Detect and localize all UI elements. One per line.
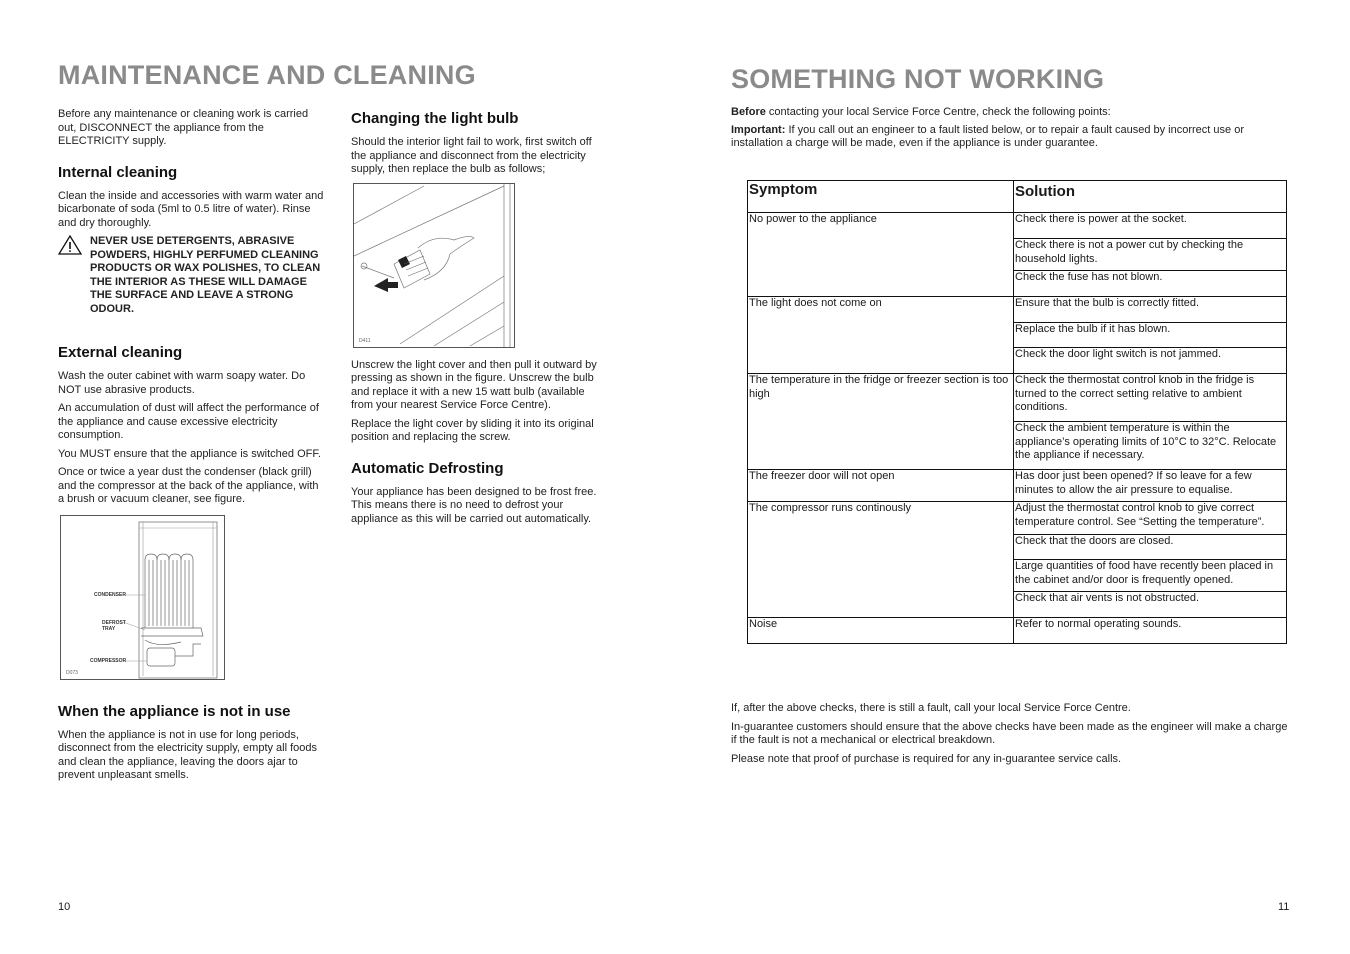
light-bulb-heading: Changing the light bulb [351, 110, 519, 127]
solution-cell: Check the thermostat control knob in the fridge is turned to the correct setting relative to ambient conditions. [1014, 374, 1286, 422]
external-text-1: Wash the outer cabinet with warm soapy water. Do NOT use abrasive products. [58, 370, 306, 396]
symptom-cell: The light does not come on [748, 297, 1014, 373]
solution-cell: Check the door light switch is not jammed. [1015, 348, 1222, 360]
middle-column [351, 110, 607, 531]
table-row [748, 470, 1286, 502]
right-page [675, 0, 1350, 954]
symptom-cell: The compressor runs continously [748, 502, 1014, 617]
bulb-illustration [354, 184, 514, 347]
intro-text: Before any maintenance or cleaning work is carried out, DISCONNECT the appliance from the ELECTRICITY supply. [58, 108, 309, 147]
solution-cell: Adjust the thermostat control knob to give correct temperature control. See “Setting the temperature”. [1014, 502, 1286, 535]
light-bulb-text-3: Replace the light cover by sliding it into its original position and replacing the screw. [351, 417, 594, 443]
warning-text: NEVER USE DETERGENTS, ABRASIVE POWDERS, HIGHLY PERFUMED CLEANING PRODUCTS OR WAX POLISHES, TO CLEAN THE INTERIOR AS THESE WILL DAMAGE THE SURFACE AND LEAVE A STRONG ODOUR. [90, 235, 321, 315]
defrost-label: DEFROST [102, 619, 126, 626]
automatic-defrosting-heading: Automatic Defrosting [351, 459, 504, 477]
condenser-label: CONDENSER [94, 591, 126, 598]
external-text-2: An accumulation of dust will affect the performance of the appliance and cause excessive electricity consumption. [58, 402, 319, 441]
symptom-cell: The temperature in the fridge or freezer section is too high [748, 374, 1014, 469]
internal-cleaning-heading: Internal cleaning [58, 163, 178, 181]
figure-code: D073 [66, 669, 78, 676]
symptom-cell: Noise [748, 618, 1014, 643]
external-text-4: Once or twice a year dust the condenser (black grill) and the compressor at the back of the appliance, with a brush or vacuum cleaner, see figure. [58, 466, 319, 505]
solution-cell: Check there is not a power cut by checking the household lights. [1014, 239, 1286, 271]
solution-cell: Check the fuse has not blown. [1015, 271, 1163, 283]
external-cleaning-heading: External cleaning [58, 344, 183, 361]
page-number-left: 10 [58, 901, 71, 913]
light-bulb-text-1: Should the interior light fail to work, first switch off the appliance and disconnect from the electricity supply, then replace the bulb as follows; [351, 136, 592, 175]
table-row [748, 213, 1286, 297]
tray-label: TRAY [102, 625, 116, 632]
intro-block [731, 106, 1291, 151]
solution-cell: Has door just been opened? If so leave for a few minutes to allow the air pressure to equalise. [1015, 470, 1252, 496]
solution-cell: Large quantities of food have recently been placed in the cabinet and/or door is frequently opened. [1014, 560, 1286, 592]
external-text-3: You MUST ensure that the appliance is switched OFF. [58, 447, 321, 460]
important-bold: Important: [731, 123, 786, 136]
maintenance-title: MAINTENANCE AND CLEANING [58, 60, 476, 90]
table-row [748, 502, 1286, 618]
troubleshooting-table [747, 180, 1287, 644]
solution-cell: Refer to normal operating sounds. [1015, 618, 1182, 630]
something-not-working-title: SOMETHING NOT WORKING [731, 64, 1105, 94]
important-text: If you call out an engineer to a fault listed below, or to repair a fault caused by incorrect use or installation a charge will be made, even if the appliance is under guarantee. [731, 123, 1244, 149]
solution-cell: Ensure that the bulb is correctly fitted. [1014, 297, 1286, 323]
table-row [748, 618, 1286, 643]
solution-cell: Replace the bulb if it has blown. [1014, 323, 1286, 348]
compressor-label: COMPRESSOR [90, 657, 127, 664]
after-checks-notes [731, 702, 1291, 771]
light-bulb-text-2: Unscrew the light cover and then pull it outward by pressing as shown in the figure. Unscrew the bulb and replace it with a new 15 watt bulb (available from your nearest Service Force Centre). [351, 358, 597, 411]
solution-cell: Check the ambient temperature is within the appliance’s operating limits of 10°C to 32°C. Relocate the appliance if necessary. [1015, 422, 1277, 461]
warning-block [58, 235, 326, 321]
solution-cell: Check that the doors are closed. [1014, 535, 1286, 560]
table-header [748, 181, 1286, 213]
solution-header: Solution [1014, 181, 1286, 213]
automatic-defrosting-text: Your appliance has been designed to be frost free. This means there is no need to defrost your appliance as this will be carried out automatically. [351, 485, 597, 525]
not-in-use-heading: When the appliance is not in use [58, 702, 291, 720]
table-row [748, 297, 1286, 374]
warning-triangle-icon [58, 235, 82, 321]
bulb-figure-code: D411 [359, 337, 371, 344]
condenser-illustration [61, 516, 224, 679]
important-paragraph [731, 124, 1291, 151]
page-number-right: 11 [1278, 901, 1290, 913]
symptom-header: Symptom [748, 181, 1014, 213]
symptom-cell: No power to the appliance [748, 213, 1014, 296]
solution-cell: Check there is power at the socket. [1014, 213, 1286, 239]
solution-cell: Check that air vents is not obstructed. [1015, 592, 1200, 604]
internal-cleaning-text: Clean the inside and accessories with warm water and bicarbonate of soda (5ml to 0.5 litre of water). Rinse and dry thoroughly. [58, 189, 324, 229]
before-text: contacting your local Service Force Centre, check the following points: [765, 106, 1111, 118]
symptom-cell: The freezer door will not open [748, 470, 1014, 501]
before-bold: Before [731, 106, 766, 118]
before-paragraph [731, 106, 1291, 120]
not-in-use-text: When the appliance is not in use for long periods, disconnect from the electricity supply, empty all foods and clean the appliance, leaving the doors ajar to prevent unpleasant smells. [58, 728, 318, 781]
after-checks-text-1: If, after the above checks, there is still a fault, call your local Service Force Centre. [731, 702, 1131, 714]
bulb-figure [353, 183, 515, 348]
condenser-figure [60, 515, 225, 680]
after-checks-text-2: In-guarantee customers should ensure that the above checks have been made as the engineer will make a charge if the fault is not a mechanical or electrical breakdown. [731, 720, 1288, 746]
left-column [58, 108, 326, 788]
table-row [748, 374, 1286, 470]
after-checks-text-3: Please note that proof of purchase is required for any in-guarantee service calls. [731, 752, 1122, 765]
